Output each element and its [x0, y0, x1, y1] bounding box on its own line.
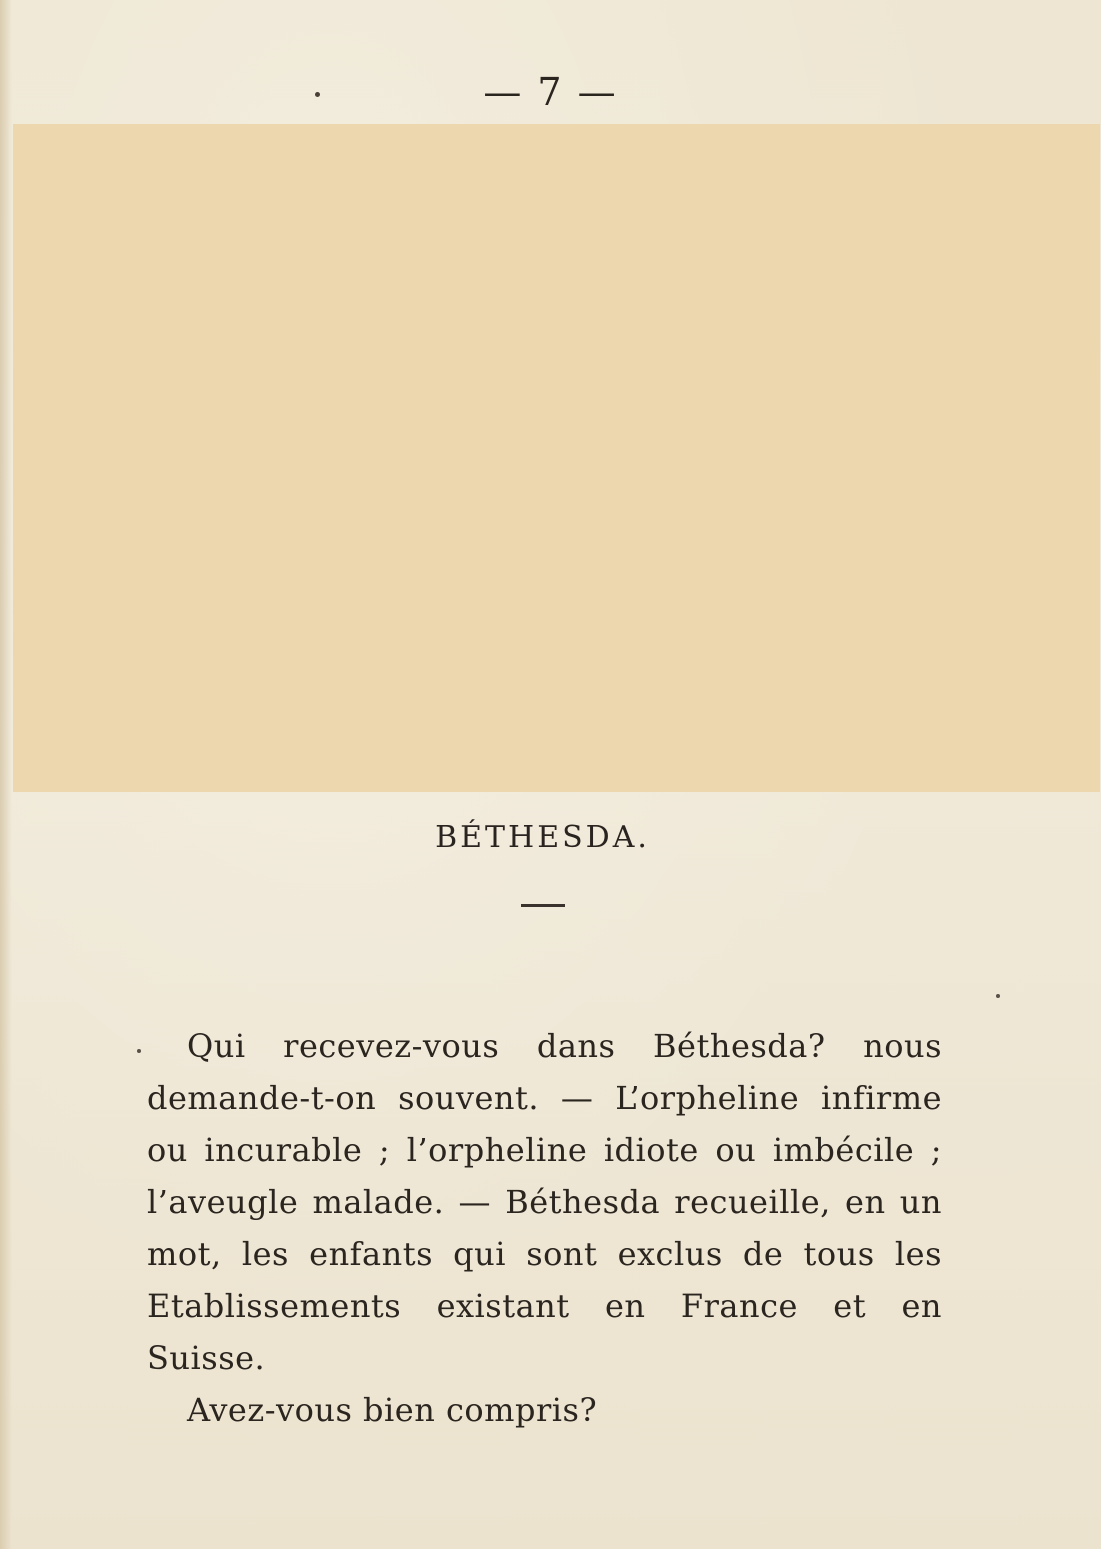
redacted-region: [13, 124, 1100, 792]
page-edge-shadow: [0, 0, 12, 1549]
body-text: [147, 1020, 942, 1436]
paragraph: Avez-vous bien compris?: [187, 1391, 598, 1429]
ink-speck: [996, 994, 1000, 998]
ink-speck: [137, 1049, 141, 1053]
page-number: — 7 —: [483, 70, 618, 114]
section-title: BÉTHESDA.: [435, 820, 650, 855]
section-rule: [521, 904, 565, 907]
paragraph: Qui recevez-vous dans Béthesda? nous demande-t-on souvent. — L’orpheline infirme ou incurable ; l’orpheline idiote ou imbécile ; l’aveugle malade. — Béthesda recueille, en un mot, les enfants qui sont exclus de tous les Etablissements existant en France et en Suisse.: [147, 1027, 942, 1377]
